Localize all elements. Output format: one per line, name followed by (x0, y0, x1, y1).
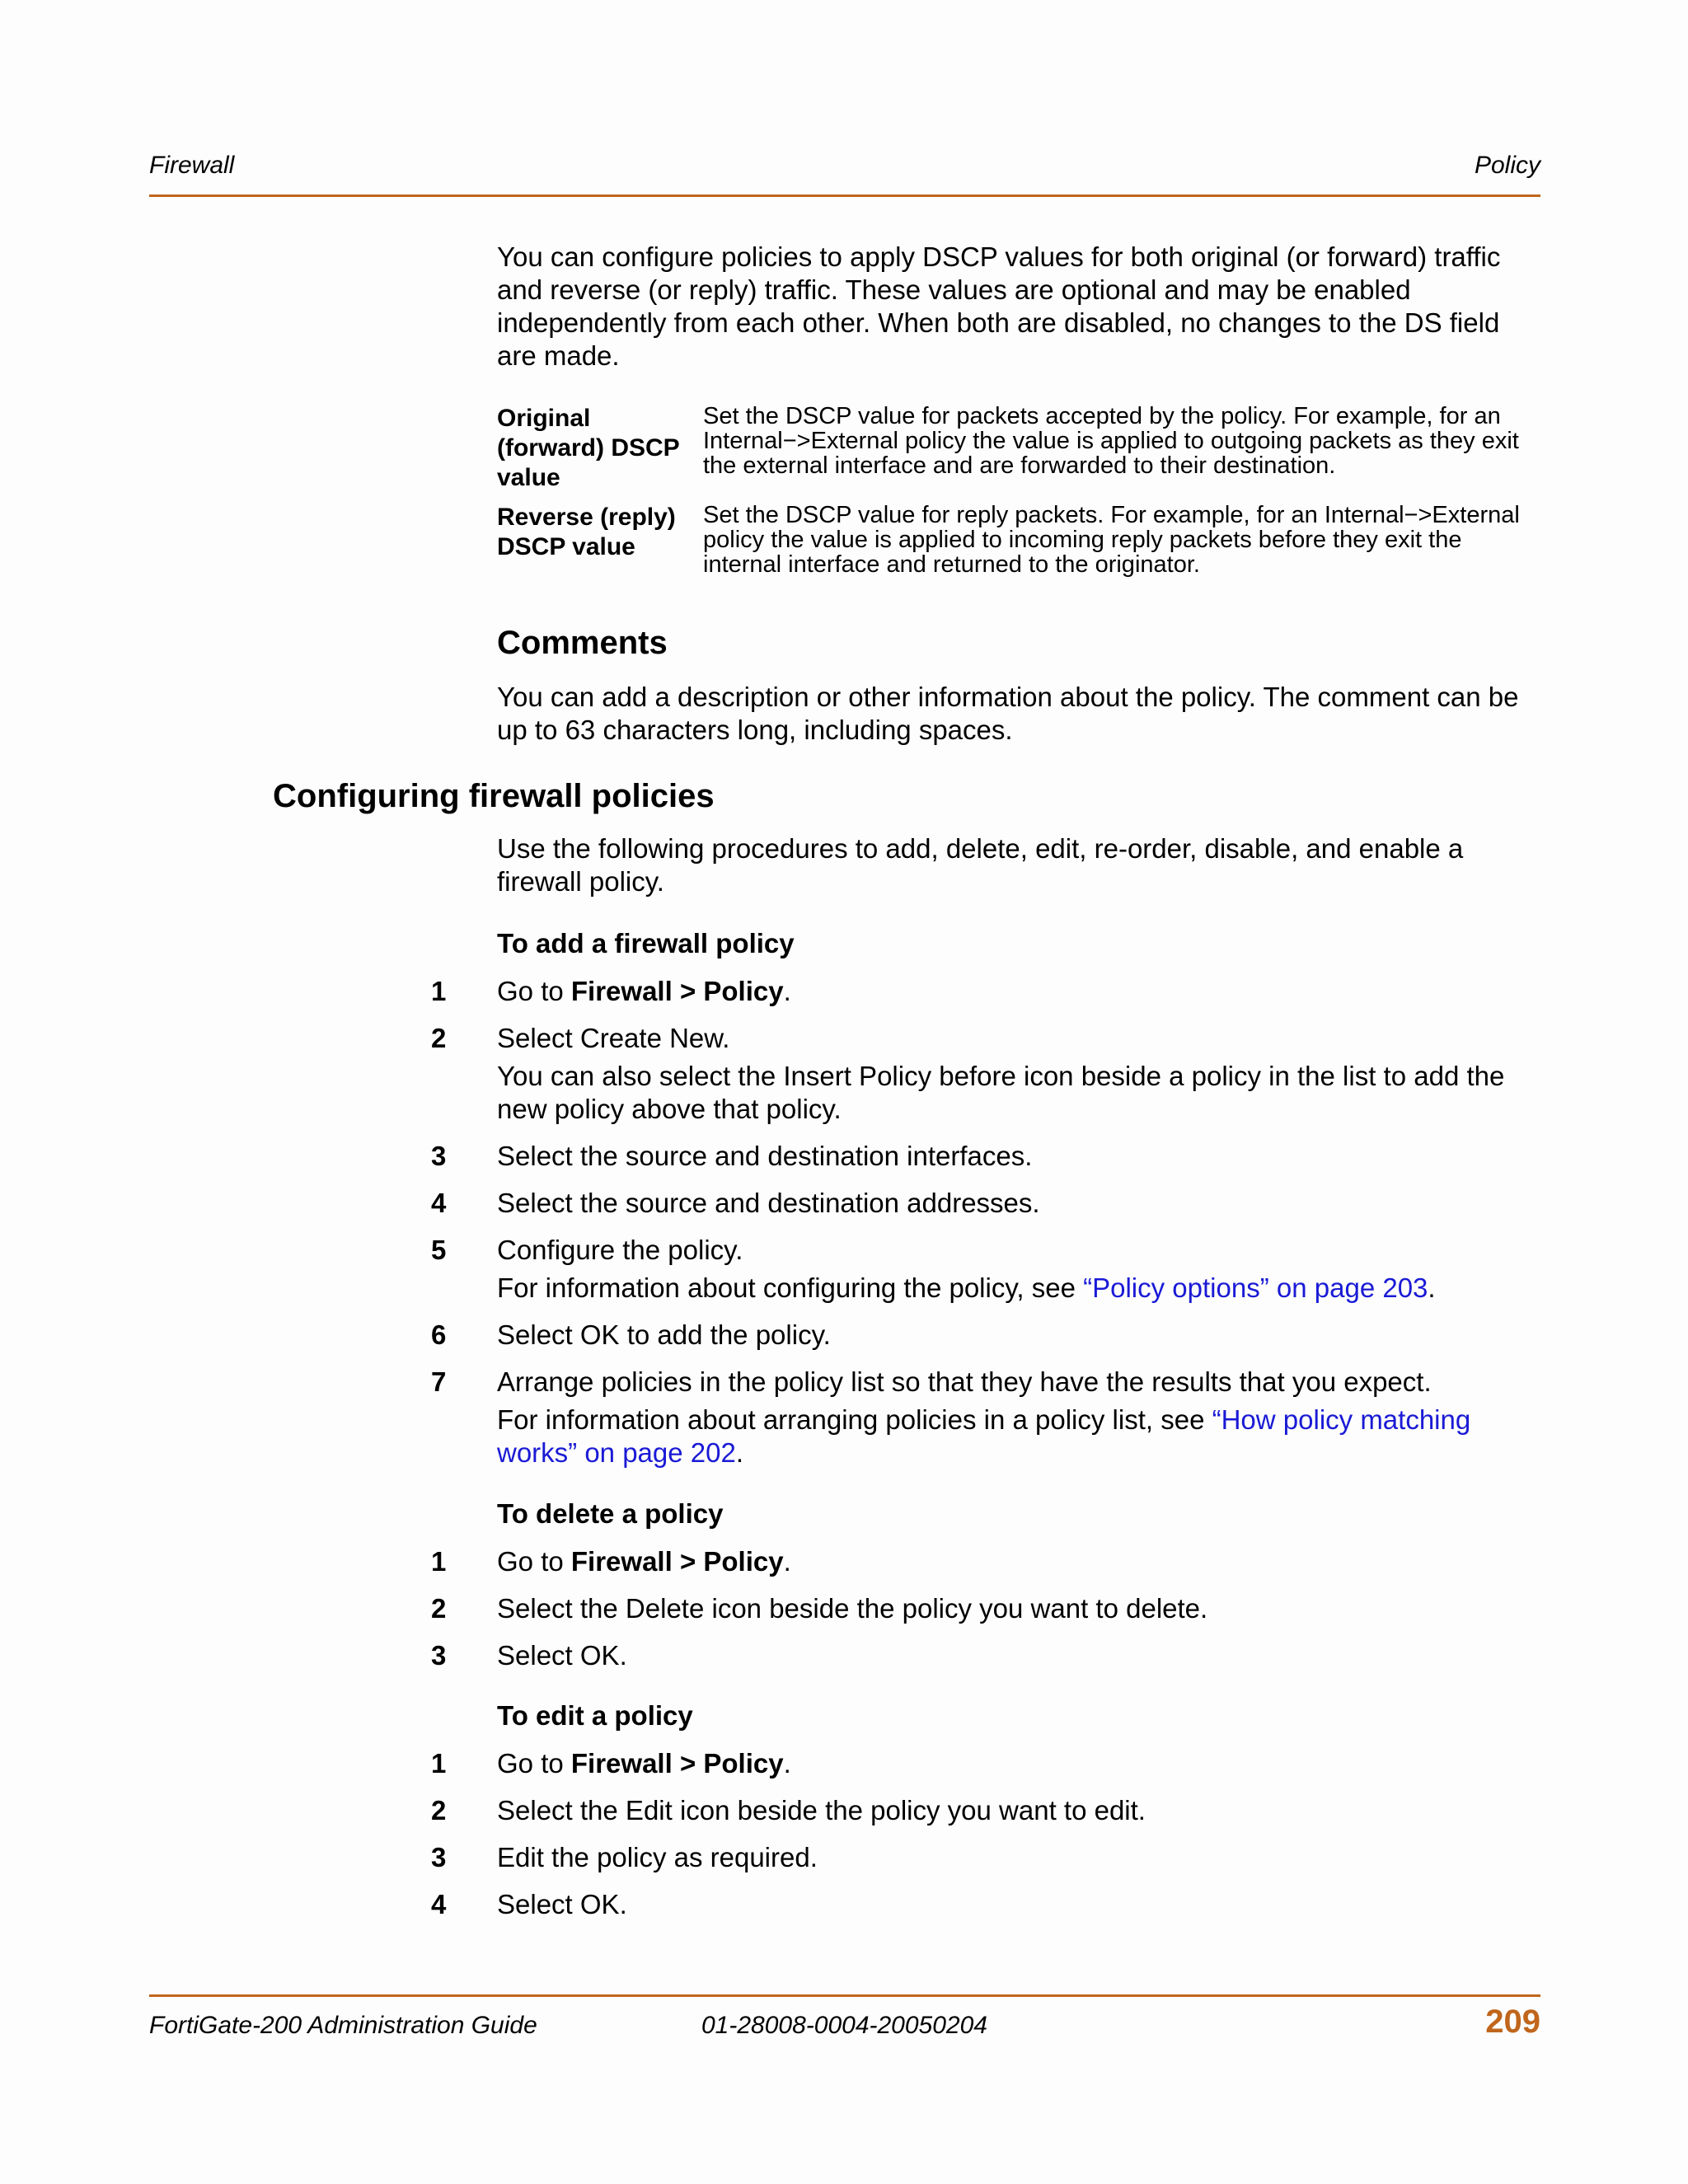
step-text: Select OK. (497, 1889, 627, 1919)
step-text: Select the source and destination interfaces. (497, 1141, 1033, 1171)
configuring-heading: Configuring firewall policies (273, 778, 715, 814)
step-note: For information about arranging policies in a policy list, see (497, 1404, 1212, 1435)
menu-path: Firewall > Policy (570, 1546, 784, 1577)
step-number: 4 (431, 1188, 447, 1218)
configuring-paragraph: Use the following procedures to add, delete, edit, re-order, disable, and enable a firewall policy. (497, 833, 1464, 897)
intro-paragraph: You can configure policies to apply DSCP values for both original (or forward) traffic and reverse (or reply) traffic. These values are optional and may be enabled independently from each other. When both are disabled, no changes to the DS field are made. (497, 241, 1501, 371)
add-policy-title: To add a firewall policy (497, 928, 795, 958)
definition-term: Reverse (reply) DSCP value (497, 504, 676, 560)
step-number: 7 (431, 1366, 447, 1397)
step-number: 2 (431, 1023, 447, 1053)
delete-policy-title: To delete a policy (497, 1498, 724, 1529)
definition-row (497, 503, 1544, 587)
header-section: Policy (1474, 152, 1540, 179)
header-chapter: Firewall (149, 152, 235, 179)
step-text: Select OK. (497, 1640, 627, 1671)
step-punct: . (783, 1546, 791, 1577)
step-text: Arrange policies in the policy list so that they have the results that you expect. (497, 1366, 1432, 1397)
definition-desc: Set the DSCP value for packets accepted by the policy. For example, for an Internal−>External policy the value is applied to outgoing packets as they exit the external interface and are forwarded to their destination. (703, 403, 1519, 479)
step-text: Go to (497, 1546, 571, 1577)
footer-doc-number: 01-28008-0004-20050204 (701, 2012, 987, 2039)
step-note: You can also select the Insert Policy before icon beside a policy in the list to add the new policy above that policy. (497, 1061, 1505, 1124)
policy-matching-link[interactable]: “How policy matching works” on page 202 (497, 1404, 1471, 1468)
definition-desc: Set the DSCP value for reply packets. For example, for an Internal−>External policy the value is applied to incoming reply packets before they exit the internal interface and returned to the originator. (703, 502, 1520, 578)
definition-term: Original (forward) DSCP value (497, 405, 680, 491)
step-punct: . (735, 1437, 744, 1468)
step-text: Select the Delete icon beside the policy you want to delete. (497, 1593, 1208, 1624)
step-note: For information about configuring the policy, see (497, 1272, 1084, 1303)
step-number: 3 (431, 1640, 447, 1671)
policy-options-link[interactable]: “Policy options” on page 203 (1083, 1272, 1428, 1303)
edit-policy-title: To edit a policy (497, 1700, 693, 1731)
step-text: Go to (497, 976, 571, 1006)
step-number: 4 (431, 1889, 447, 1919)
menu-path: Firewall > Policy (570, 1748, 784, 1779)
step-text: Select the source and destination addresses. (497, 1188, 1040, 1218)
step-number: 1 (431, 1748, 447, 1779)
definition-row (497, 404, 1544, 503)
comments-paragraph: You can add a description or other information about the policy. The comment can be up to 63 characters long, including spaces. (497, 682, 1519, 745)
dscp-definitions-table (497, 404, 1544, 587)
step-text: Select Create New. (497, 1023, 730, 1053)
step-punct: . (1428, 1272, 1436, 1303)
step-text: Go to (497, 1748, 571, 1779)
page-footer (149, 1994, 1540, 2046)
step-text: Configure the policy. (497, 1235, 743, 1265)
step-number: 3 (431, 1842, 447, 1872)
step-punct: . (783, 976, 791, 1006)
step-text: Select the Edit icon beside the policy you want to edit. (497, 1795, 1146, 1825)
step-number: 1 (431, 976, 447, 1006)
step-number: 6 (431, 1319, 447, 1350)
footer-guide-title: FortiGate-200 Administration Guide (149, 2012, 537, 2039)
step-number: 3 (431, 1141, 447, 1171)
step-number: 5 (431, 1235, 447, 1265)
step-number: 2 (431, 1795, 447, 1825)
step-number: 2 (431, 1593, 447, 1624)
step-punct: . (783, 1748, 791, 1779)
comments-heading: Comments (497, 625, 668, 661)
menu-path: Firewall > Policy (570, 976, 784, 1006)
step-text: Edit the policy as required. (497, 1842, 818, 1872)
page-number: 209 (1485, 2004, 1540, 2040)
page-header (149, 152, 1540, 197)
step-number: 1 (431, 1546, 447, 1577)
step-text: Select OK to add the policy. (497, 1319, 831, 1350)
